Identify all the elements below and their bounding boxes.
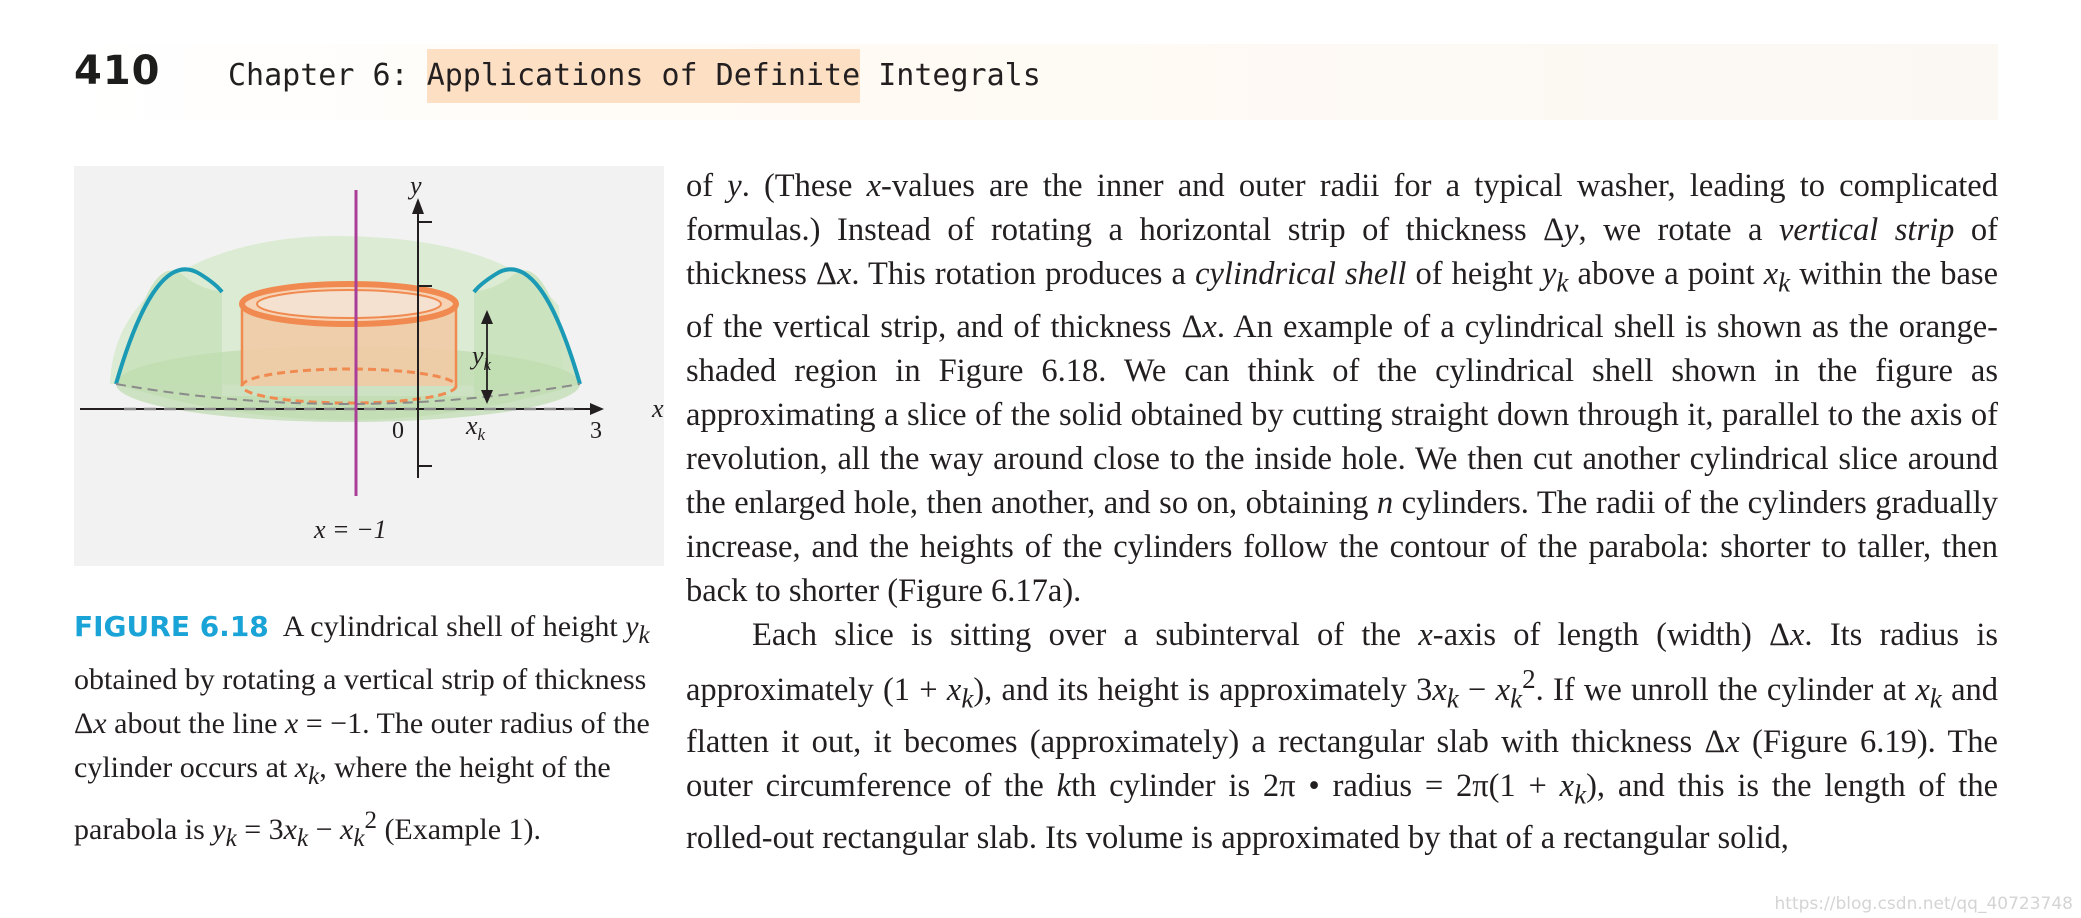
three-label: 3 bbox=[590, 418, 602, 444]
text-run: and flatten it out, it becomes (approximately) a rectangular slab with thickness Δ bbox=[686, 671, 1998, 760]
math-subscript: k bbox=[1574, 779, 1587, 810]
y-axis-arrow bbox=[412, 198, 424, 214]
text-run: , we rotate a bbox=[1578, 212, 1779, 248]
caption-text: A cylindrical shell of height bbox=[282, 610, 626, 643]
math-var: x bbox=[1432, 671, 1447, 708]
math-var: x bbox=[946, 671, 962, 708]
math-exponent: 2 bbox=[364, 807, 377, 834]
math-subscript: k bbox=[1556, 267, 1569, 298]
text-run: of height bbox=[1406, 256, 1542, 292]
math-var: n bbox=[1376, 484, 1394, 521]
chapter-prefix: Chapter 6: bbox=[228, 58, 427, 93]
math-subscript: k bbox=[638, 622, 650, 649]
text-run: ), and this is the length of the rolled-out rectangular slab. Its volume is approximated by that of a rectangular solid, bbox=[686, 767, 1998, 857]
math-var: x bbox=[284, 707, 299, 740]
x-eq-neg1-label: x = −1 bbox=[314, 515, 387, 544]
math-var: x bbox=[1725, 723, 1740, 760]
caption-text: (Example 1). bbox=[376, 813, 542, 846]
caption-text: = −1. The outer radius of the cylinder occurs at bbox=[74, 707, 650, 784]
emphasis-text: cylindrical shell bbox=[1195, 256, 1407, 292]
text-run: of thickness Δ bbox=[686, 212, 1998, 292]
math-var: x bbox=[1202, 308, 1217, 345]
x-axis-arrow bbox=[590, 403, 604, 415]
cylindrical-shell-figure bbox=[74, 166, 664, 566]
emphasis-text: vertical strip bbox=[1779, 212, 1955, 248]
math-var: x bbox=[1915, 671, 1930, 708]
chapter-suffix: Integrals bbox=[860, 58, 1041, 93]
x-axis-label: x bbox=[652, 394, 664, 423]
text-run: of bbox=[686, 168, 728, 204]
math-subscript: k bbox=[353, 825, 365, 852]
watermark-text: https://blog.csdn.net/qq_40723748 bbox=[1774, 894, 2073, 914]
xk-label: $x_k$ bbox=[466, 411, 486, 444]
text-run: . (These bbox=[741, 168, 867, 204]
caption-text: about the line bbox=[106, 707, 285, 740]
math-subscript: k bbox=[1929, 682, 1942, 713]
math-var: y bbox=[1564, 212, 1579, 248]
text-run: above a point bbox=[1568, 256, 1764, 292]
text-run: cylinders. The radii of the cylinders gradually increase, and the heights of the cylinders follow the contour of the parabola: shorter to taller, then back to shorter (Figure 6.17a). bbox=[686, 484, 1998, 609]
paragraph-1 bbox=[686, 164, 1998, 613]
text-run: -values are the inner and outer radii for a typical washer, leading to complicated formulas.) Instead of rotating a horizontal strip of thickness Δ bbox=[686, 168, 1998, 248]
text-run: Each slice is sitting over a subinterval of the bbox=[752, 616, 1419, 653]
math-subscript: k bbox=[961, 682, 974, 713]
body-text bbox=[686, 164, 1998, 860]
text-run: within the base of the vertical strip, and of thickness Δ bbox=[686, 256, 1998, 345]
text-run: . This rotation produces a bbox=[851, 256, 1196, 292]
caption-text: obtained by rotating a vertical strip of thickness Δ bbox=[74, 663, 647, 740]
math-var: x bbox=[1418, 616, 1433, 653]
caption-text: , where the height of the parabola is bbox=[74, 751, 611, 846]
text-run: -axis of length (width) Δ bbox=[1432, 616, 1790, 653]
math-var: x bbox=[1559, 767, 1575, 804]
math-subscript: k bbox=[1510, 682, 1523, 713]
text-run: − bbox=[1458, 671, 1496, 708]
shell-inner-ring bbox=[257, 290, 441, 318]
math-subscript: k bbox=[1446, 682, 1459, 713]
figure-6-18 bbox=[74, 166, 664, 566]
text-run: . If we unroll the cylinder at bbox=[1535, 671, 1916, 708]
math-var: y bbox=[625, 610, 639, 643]
text-run: . An example of a cylindrical shell is shown as the orange-shaded region in Figure 6.18. We can think of the cylindrical shell shown in the figure as approximating a slice of the solid obtained by cutting straight down through it, parallel to the axis of revolution, all the way around close to the inside hole. We then cut another cylindrical slice around the enlarged hole, then another, and so on, obtaining bbox=[686, 308, 1998, 521]
yk-label: $y_k$ bbox=[472, 341, 492, 374]
math-subscript: k bbox=[296, 825, 309, 852]
math-var: x bbox=[866, 168, 882, 204]
math-var: x bbox=[93, 707, 107, 740]
math-var: y bbox=[727, 168, 742, 204]
math-var: x bbox=[340, 813, 354, 846]
text-run: . Its radius is approximately (1 + bbox=[686, 616, 1998, 708]
math-subscript: k bbox=[225, 825, 237, 852]
math-exponent: 2 bbox=[1522, 663, 1536, 694]
chapter-highlight: Applications of Definite bbox=[427, 49, 860, 103]
math-var: y bbox=[212, 813, 226, 846]
math-var: x bbox=[1495, 671, 1511, 708]
text-run: ), and its height is approximately 3 bbox=[973, 671, 1433, 708]
math-var: x bbox=[294, 751, 309, 784]
page-number: 410 bbox=[74, 48, 161, 94]
caption-text: = 3 bbox=[236, 813, 284, 846]
y-axis-label: y bbox=[410, 171, 422, 200]
math-var: x bbox=[1789, 616, 1805, 653]
math-var: x bbox=[283, 813, 297, 846]
math-var: x bbox=[836, 256, 852, 292]
paragraph-2 bbox=[686, 613, 1998, 861]
math-var: y bbox=[1541, 256, 1557, 292]
text-run: (Figure 6.19). The outer circumference of the bbox=[686, 723, 1998, 804]
math-var: k bbox=[1056, 767, 1072, 804]
caption-text: − bbox=[308, 813, 340, 846]
figure-caption bbox=[74, 605, 674, 861]
text-run: th cylinder is 2π • radius = 2π(1 + bbox=[1071, 767, 1560, 804]
math-subscript: k bbox=[1778, 267, 1791, 298]
math-var: x bbox=[1763, 256, 1779, 292]
origin-label: 0 bbox=[392, 418, 404, 444]
figure-label: FIGURE 6.18 bbox=[74, 610, 269, 643]
math-subscript: k bbox=[308, 763, 320, 790]
chapter-title bbox=[228, 58, 1041, 93]
